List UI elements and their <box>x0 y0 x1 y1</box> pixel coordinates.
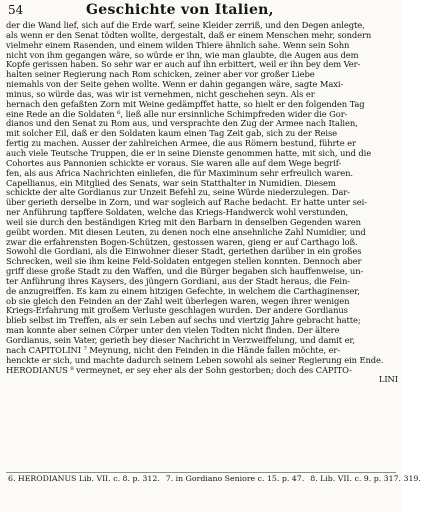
text-line: weil sie durch den beständigen Krieg mit den Barbarn in denselben Gegenden waren <box>6 216 361 227</box>
text-line: eine Rede an die Soldaten ⁶, ließ alle nur ersinnliche Schimpfreden wider die Gor- <box>6 108 348 119</box>
text-line: als wenn er den Senat tödten wollte, dergestalt, daß er einem Menschen mehr, sondern <box>6 29 372 40</box>
footnote-6: 6. HERODIANUS Lib. VII. c. 8. p. 312. <box>8 474 160 483</box>
text-line: minus, so würde das, was wir ist vernehmen, nicht geschehen seyn. Als er <box>6 88 315 99</box>
text-line: fen, als aus Africa Nachrichten einliefen, die für Maximinum sehr erfreulich waren. <box>6 167 353 178</box>
text-line: halten seiner Regierung nach Rom schicken, zeiner aber vor großer Liebe <box>6 69 315 80</box>
text-line: über gerieth derselbe in Zorn, und war sogleich auf Rache bedacht. Er hatte unter sei- <box>6 197 367 208</box>
text-line: Schrecken, weil sie ihm keine Feld-Soldaten entgegen stellen konnten. Dennoch aber <box>6 256 362 267</box>
text-line: ob sie gleich den Feinden an der Zahl weit überlegen waren, wegen ihrer wenigen <box>6 295 350 306</box>
text-line: ter Anführung ihres Kaysers, des jüngern Gordiani, aus der Stadt heraus, die Fein- <box>6 275 351 286</box>
text-line: schickte der alte Gordianus zur Unzeit Befehl zu, seine Würde niederzulegen. Dar- <box>6 187 350 198</box>
text-line: ner Anführung tapffere Soldaten, welche das Kriegs-Handwerck wohl verstunden, <box>6 207 349 218</box>
text-line: vielmehr einem Rasenden, und einem wilden Thiere ähnlich sahe. Wenn sein Sohn <box>6 39 350 50</box>
text-line: mit solcher Eil, daß er den Soldaten kaum einen Tag Zeit gab, sich zu der Reise <box>6 128 338 139</box>
text-line: nicht von ihm gegangen wäre, so würde er ihn, wie man glaubte, die Augen aus dem <box>6 49 359 60</box>
text-line: griff diese große Stadt zu den Waffen, und die Bürger begaben sich hauffenweise, un- <box>6 266 364 277</box>
footnote-divider <box>6 472 396 473</box>
footnote-7: 7. in Gordiano Seniore c. 15. p. 47. <box>165 474 305 483</box>
text-line: fertig zu machen. Ausser der zahlreichen Armee, die aus Römern bestund, führte er <box>6 138 356 149</box>
page-number: 54 <box>8 3 24 17</box>
catchword: LINI <box>378 374 398 385</box>
text-line: auch viele Teutsche Truppen, die er in seine Dienste genommen hatte, mit sich, und die <box>6 147 372 158</box>
text-line: hernach den gefaßten Zorn mit Weine gedämpffet hatte, so hielt er den folgenden Tag <box>6 98 365 109</box>
text-line: Kriegs-Erfahrung mit großem Verluste geschlagen wurden. Der andere Gordianus <box>6 305 348 316</box>
text-line: Cohortes aus Pannonien schickte er voraus. Sie waren alle auf dem Wege begrif- <box>6 157 342 168</box>
text-line: zwar die erfahrensten Bogen-Schützen, gestossen waren, gieng er auf Carthago loß. <box>6 236 358 247</box>
footnotes <box>8 474 421 492</box>
footnote-8: 8. Lib. VII. c. 9. p. 317. 319. <box>310 474 421 483</box>
text-line: HERODIANUS ⁸ vermeynet, er sey eher als der Sohn gestorben; doch des CAPITO- <box>6 364 352 375</box>
running-title: Geschichte von Italien, <box>86 2 274 18</box>
text-line: Capellianus, ein Mitglied des Senats, war sein Statthalter in Numidien. Diesem <box>6 177 336 188</box>
text-line: niemahls von der Seite gehen wollte. Wenn er dahin gegangen wäre, sagte Maxi- <box>6 79 344 90</box>
text-line: der die Wand lief, sich auf die Erde warf, seine Kleider zerriß, und den Degen anlegte, <box>6 20 365 30</box>
text-line: blieb selbst im Treffen, als er sein Leben auf sechs und viertzig Jahre gebracht hatte; <box>6 315 361 326</box>
text-line: Gordianus, sein Vater, gerieth bey dieser Nachricht in Verzweiffelung, und damit er, <box>6 335 355 345</box>
text-line: de anzugreiffen. Es kam zu einem hitzigen Gefechte, in welchem die Carthaginenser, <box>6 285 360 296</box>
text-line: Kopfe gerissen haben. So sehr war er auch auf ihn erbittert, weil er ihn bey dem Ver- <box>6 59 361 70</box>
text-line: man konnte aber seinen Cörper unter den vielen Todten nicht finden. Der ältere <box>6 325 340 336</box>
text-line: nach CAPITOLINI ⁷ Meynung, nicht den Feinden in die Hände fallen möchte, er- <box>6 344 341 355</box>
text-line: geübt worden. Mit diesen Leuten, zu denen noch eine ansehnliche Zahl Numidier, und <box>6 226 366 237</box>
page-header <box>8 2 396 22</box>
body-text <box>6 21 398 471</box>
text-line: henckte er sich, und machte dadurch seinem Leben sowohl als seiner Regierung ein Ende. <box>6 354 384 365</box>
text-line: Sowohl die Gordiani, als die Einwohner dieser Stadt, geriethen darüber in ein großes <box>6 246 362 257</box>
text-line: dianos und den Senat zu Rom aus, und versprachte den Zug der Armee nach Italien, <box>6 118 358 129</box>
